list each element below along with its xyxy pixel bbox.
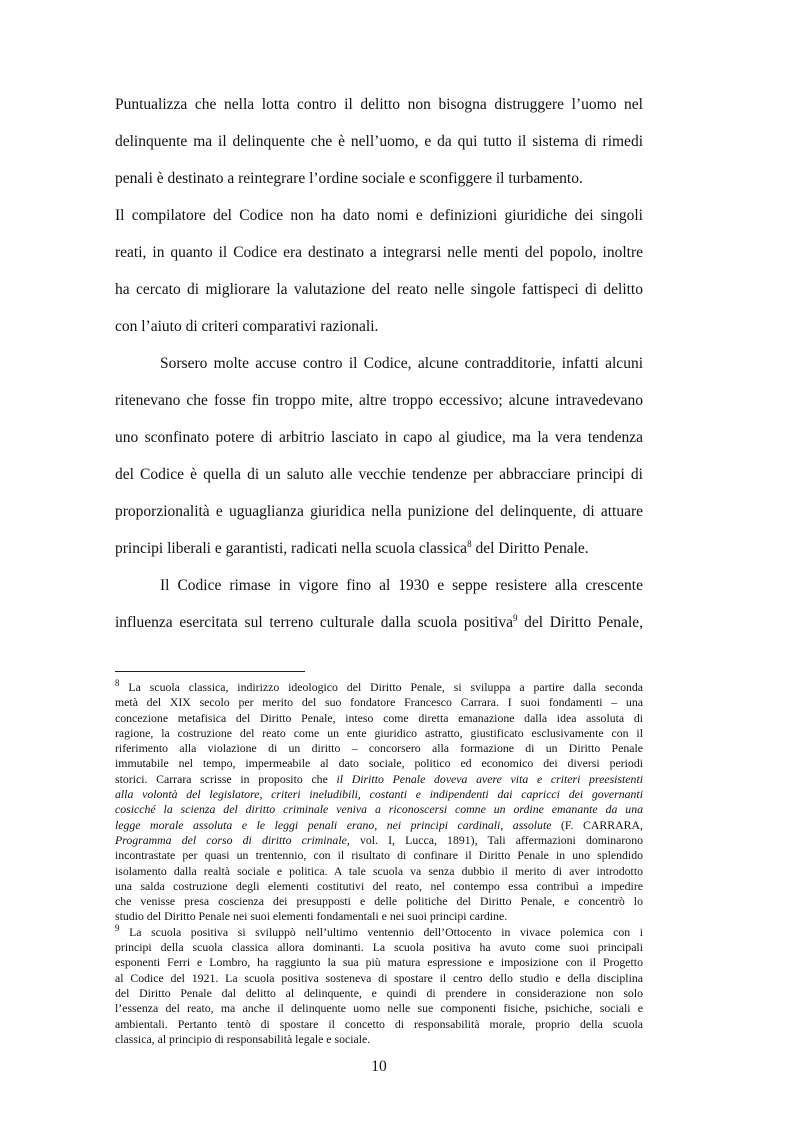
- text-line: reati, in quanto il Codice era destinato a integrarsi nelle menti del popolo, inoltre: [115, 244, 643, 261]
- footnote-8-line: immutabile nel tempo, impermeabile al dato sociale, politico ed economico dei diversi periodi: [115, 756, 643, 771]
- text-line: uno sconfinato potere di arbitrio lasciato in capo al giudice, ma la vera tendenza: [115, 429, 643, 446]
- footnote-8-line: ragione, la costruzione del reato come un ente giuridico astratto, giustificato esclusivamente con il: [115, 725, 643, 740]
- footnote-text: La scuola positiva si sviluppò nell’ultimo ventennio dell’Ottocento in vivace polemica con i: [129, 924, 643, 939]
- footnote-8-line: studio del Diritto Penale nei suoi elementi fondamentali e nei suoi principi cardine.: [115, 909, 508, 924]
- footnote-9-line: del Diritto Penale dal delitto al delinquente, e quindi di prendere in considerazione non solo: [115, 985, 643, 1000]
- text-line: [115, 530, 643, 567]
- footnote-quote: il Diritto Penale doveva avere vita e criteri preesistenti: [336, 771, 643, 786]
- footnote-9-line: [115, 922, 643, 940]
- text-fragment: principi liberali e garantisti, radicati nella scuola classica: [115, 540, 468, 557]
- footnote-text: ,: [640, 817, 643, 832]
- text-line: [115, 604, 643, 641]
- book-title: Programma del corso di diritto criminale: [115, 832, 347, 847]
- footnote-8-line: metà del XIX secolo per merito del suo fondatore Francesco Carrara. I suoi fondamenti – una: [115, 695, 643, 710]
- text-line: con l’aiuto di criteri comparativi razionali.: [115, 318, 379, 335]
- footnote-ref-9[interactable]: 9: [512, 612, 518, 623]
- footnote-8-line: incontrastate per quasi un trentennio, con il risultato di confinare il Diritto Penale in uno splendido: [115, 848, 643, 863]
- footnotes: [115, 680, 643, 1047]
- text-fragment: del Diritto Penale.: [471, 540, 589, 557]
- footnote-8-line: [115, 802, 643, 817]
- footnote-text: La scuola classica, indirizzo ideologico del Diritto Penale, si sviluppa a partire dalla seconda: [128, 680, 644, 694]
- footnote-8-line: che venisse presa coscienza dei presupposti e delle politiche del Diritto Penale, e concentrò lo: [115, 894, 643, 909]
- footnote-separator: [115, 671, 305, 672]
- footnote-text: , vol. I, Lucca, 1891), Tali affermazioni dominarono: [346, 832, 643, 847]
- footnote-quote: alla volontà del legislatore, criteri ineludibili, costanti e indipendenti dai capricci dei governanti: [115, 787, 643, 802]
- footnote-8-line: concezione metafisica del Diritto Penale, inteso come diretta emanazione dalla idea assoluta di: [115, 710, 643, 725]
- footnote-9-line: esponenti Ferri e Lombro, ha raggiunto la sua più matura espressione e imposizione con il Progetto: [115, 955, 643, 970]
- text-line: Il Codice rimase in vigore fino al 1930 e seppe resistere alla crescente: [160, 577, 643, 594]
- footnote-8-marker: 8: [115, 678, 120, 689]
- text-line: Sorsero molte accuse contro il Codice, alcune contradditorie, infatti alcuni: [160, 355, 643, 372]
- footnote-9-line: classica, al principio di responsabilità legale e sociale.: [115, 1031, 371, 1046]
- author-surname: ARRARA: [590, 817, 641, 832]
- footnote-text: storici. Carrara scrisse in proposito che: [115, 771, 337, 786]
- text-line: Il compilatore del Codice non ha dato nomi e definizioni giuridiche dei singoli: [115, 207, 643, 224]
- footnote-8-line: [115, 680, 643, 695]
- main-text: [115, 86, 643, 641]
- footnote-8-line: [115, 818, 643, 833]
- text-line: del Codice è quella di un saluto alle vecchie tendenze per abbracciare principi di: [115, 466, 643, 483]
- footnote-ref-8[interactable]: 8: [467, 538, 472, 549]
- footnote-9-line: principi della scuola classica allora dominanti. La scuola positiva ha avuto come suoi principali: [115, 940, 643, 955]
- footnote-9-line: l’essenza del reato, ma anche il delinquente uomo nelle sue componenti fisiche, psichiche, sociali e: [115, 1001, 643, 1016]
- footnote-quote: legge morale assoluta e le leggi penali erano, nei principi cardinali, assolute: [115, 817, 552, 832]
- text-fragment: del Diritto Penale,: [517, 614, 643, 631]
- footnote-9-line: al Codice del 1921. La scuola positiva sosteneva di spostare il centro dello studio e della disciplina: [115, 970, 643, 985]
- text-line: delinquente ma il delinquente che è nell’uomo, e da qui tutto il sistema di rimedi: [115, 133, 643, 150]
- footnote-8-line: [115, 833, 643, 848]
- footnote-9-line: ambientali. Pertanto tentò di spostare il concetto di responsabilità morale, proprio della scuola: [115, 1016, 643, 1031]
- footnote-9-marker: 9: [115, 922, 120, 933]
- text-line: penali è destinato a reintegrare l’ordine sociale e sconfiggere il turbamento.: [115, 170, 583, 187]
- text-line: proporzionalità e uguaglianza giuridica nella punizione del delinquente, di attuare: [115, 503, 643, 520]
- footnote-8-line: una salda costruzione degli elementi costitutivi del reato, nel contempo essa contribuì a impedire: [115, 878, 643, 893]
- text-line: ha cercato di migliorare la valutazione del reato nelle singole fattispeci di delitto: [115, 281, 643, 298]
- text-line: Puntualizza che nella lotta contro il delitto non bisogna distruggere l’uomo nel: [115, 96, 643, 113]
- text-fragment: influenza esercitata sul terreno culturale dalla scuola positiva: [115, 614, 513, 631]
- footnote-8-line: [115, 787, 643, 802]
- footnote-8-line: riferimento alla violazione di un diritto – concorsero alla formazione di un Diritto Penale: [115, 741, 643, 756]
- page-number: 10: [371, 1058, 387, 1075]
- footnote-quote: cosicché la scienza del diritto criminale veniva a riconoscersi comne un ordine emanante da una: [115, 802, 643, 817]
- footnote-8-line: [115, 772, 643, 787]
- footnote-text: (F. C: [551, 817, 591, 832]
- text-line: ritenevano che fosse fin troppo mite, altre troppo eccessivo; alcune intravedevano: [115, 392, 643, 409]
- footnote-8-line: isolamento dalla realtà sociale e politica. A tale scuola va senza dubbio il merito di aver introdotto: [115, 863, 643, 878]
